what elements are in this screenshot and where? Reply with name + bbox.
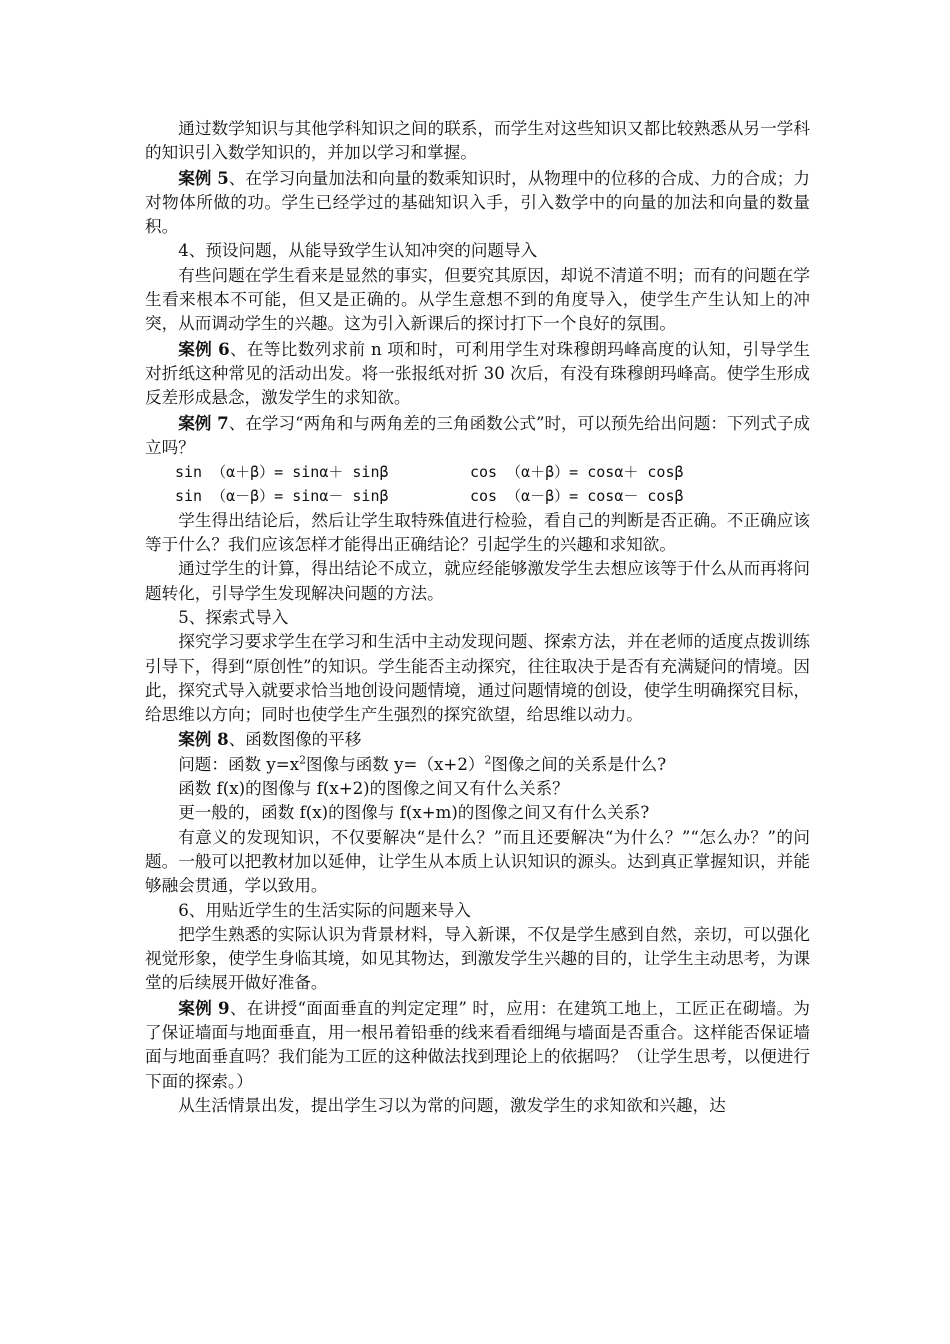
paragraph: 更一般的，函数 f(x)的图像与 f(x+m)的图像之间又有什么关系? — [178, 803, 650, 823]
case-text: 、在讲授“面面垂直的判定定理” 时，应用：在建筑工地上，工匠正在砌墙。为了保证墙面与地面垂直，用一根吊着铅垂的线来看看细绳与墙面是否重合。这样能否保证墙面与地面垂直吗？我们能为工匠的这种做法找到理论上的依据吗？（让学生思考，以便进行下面的探索。） — [145, 998, 810, 1091]
case-label: 案例 6 — [178, 338, 230, 359]
case-label: 案例 9 — [178, 997, 230, 1018]
case-label: 案例 8 — [178, 729, 229, 750]
superscript: 2 — [299, 753, 306, 767]
case-text: 、在等比数列求前 n 项和时，可利用学生对珠穆朗玛峰高度的认知，引导学生对折纸这种常见的活动出发。将一张报纸对折 30 次后，有没有珠穆朗玛峰高。使学生形成反差形成悬念，激发学生的求知欲。 — [145, 339, 810, 408]
case-text: 、在学习向量加法和向量的数乘知识时，从物理中的位移的合成、力的合成；力对物体所做的功。学生已经学过的基础知识入手，引入数学中的向量的加法和向量的数量积。 — [145, 168, 811, 237]
question-part: 图像之间的关系是什么? — [491, 754, 667, 774]
formula-cos-sum: cos （α＋β）= cosα＋ cosβ — [470, 463, 684, 482]
question-part: 图像与函数 y=（x+2） — [305, 754, 485, 774]
formula-row-1 — [145, 460, 810, 484]
document-page — [145, 117, 810, 1118]
question-part: 问题：函数 y=x — [178, 754, 300, 774]
paragraph: 把学生熟悉的实际认识为背景材料，导入新课，不仅是学生感到自然，亲切，可以强化视觉形象，使学生身临其境，如见其物达，到激发学生兴趣的目的，让学生主动思考，为课堂的后续展开做好准备。 — [145, 924, 810, 993]
case-8-paragraph — [145, 727, 810, 752]
case-5-paragraph — [145, 166, 810, 240]
case-label: 案例 5 — [178, 167, 229, 188]
superscript: 2 — [484, 753, 492, 767]
paragraph: 通过学生的计算，得出结论不成立，就应经能够激发学生去想应该等于什么从而再将问题转化，引导学生发现解决问题的方法。 — [145, 559, 810, 603]
case-label: 案例 7 — [178, 412, 229, 433]
case-9-paragraph — [145, 996, 810, 1094]
section-heading-5: 5、探索式导入 — [178, 607, 289, 627]
question-line — [145, 753, 810, 777]
formula-sin-sum: sin （α＋β）= sinα＋ sinβ — [175, 463, 389, 482]
paragraph: 有些问题在学生看来是显然的事实，但要究其原因，却说不清道不明；而有的问题在学生看来根本不可能，但又是正确的。从学生意想不到的角度导入，使学生产生认知上的冲突，从而调动学生的兴趣。这为引入新课后的探讨打下一个良好的氛围。 — [145, 265, 810, 334]
paragraph: 学生得出结论后，然后让学生取特殊值进行检验，看自己的判断是否正确。不正确应该等于什么？我们应该怎样才能得出正确结论？引起学生的兴趣和求知欲。 — [145, 510, 810, 555]
case-6-paragraph — [145, 337, 810, 411]
case-7-paragraph — [145, 411, 810, 461]
paragraph: 通过数学知识与其他学科知识之间的联系，而学生对这些知识又都比较熟悉从另一学科的知识引入数学知识的，并加以学习和掌握。 — [145, 119, 810, 163]
case-text: 、在学习“两角和与两角差的三角函数公式”时，可以预先给出问题：下列式子成立吗？ — [145, 413, 811, 457]
paragraph: 有意义的发现知识，不仅要解决“是什么？”而且还要解决“为什么？”“怎么办？”的问题。一般可以把教材加以延伸，让学生从本质上认识知识的源头。达到真正掌握知识，并能够融会贯通，学以致用。 — [145, 827, 810, 896]
paragraph: 探究学习要求学生在学习和生活中主动发现问题、探索方法，并在老师的适度点拨训练引导下，得到“原创性”的知识。学生能否主动探究，往往取决于是否有充满疑问的情境。因此，探究式导入就要求恰当地创设问题情境，通过问题情境的创设，使学生明确探究目标，给思维以方向；同时也使学生产生强烈的探究欲望，给思维以动力。 — [145, 632, 810, 725]
section-heading-4: 4、预设问题，从能导致学生认知冲突的问题导入 — [178, 241, 538, 261]
section-heading-6: 6、用贴近学生的生活实际的问题来导入 — [178, 900, 471, 920]
formula-cos-diff: cos （α－β）= cosα－ cosβ — [470, 487, 684, 506]
paragraph: 函数 f(x)的图像与 f(x+2)的图像之间又有什么关系？ — [178, 779, 569, 799]
formula-sin-diff: sin （α－β）= sinα－ sinβ — [175, 487, 389, 506]
case-text: 、函数图像的平移 — [228, 730, 362, 750]
formula-row-2 — [145, 484, 810, 508]
paragraph: 从生活情景出发，提出学生习以为常的问题，激发学生的求知欲和兴趣，达 — [178, 1095, 726, 1115]
